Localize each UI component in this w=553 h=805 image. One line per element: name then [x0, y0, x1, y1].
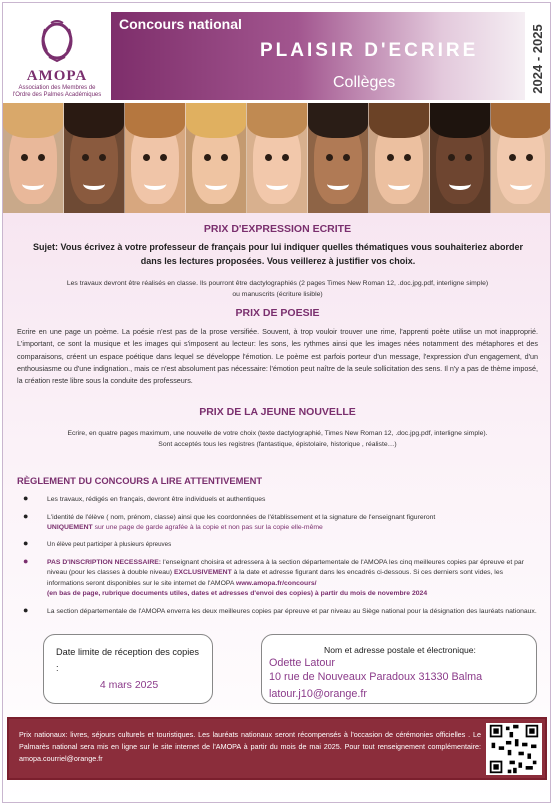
- address-street: 10 rue de Nouveaux Paradoux 31330 Balma: [269, 671, 483, 683]
- child-photo: [308, 103, 369, 213]
- child-photo: [64, 103, 125, 213]
- body-content: [3, 213, 551, 803]
- child-photo: [3, 103, 64, 213]
- bullet-icon: ●: [23, 605, 29, 615]
- child-photo: [491, 103, 551, 213]
- header: [3, 3, 551, 103]
- nouvelle-text-2: Sont acceptés tous les registres (fantastique, épistolaire, historique , réaliste…): [158, 441, 397, 448]
- footer-text: Prix nationaux: livres, séjours culturels et touristiques. Les lauréats nationaux seront récompensés à l'occasion de cérémonies officielles . Le Palmarès national sera mis en ligne sur le site internet de l'AMOPA à partir du mois de mai 2025. Pour tout renseignement complémentaire: amopa.courriel@orange.fr: [19, 730, 481, 763]
- logo-name: AMOPA: [26, 68, 88, 84]
- banner-title: PLAISIR D'ECRIRE: [260, 40, 479, 61]
- expression-subject: Sujet: Vous écrivez à votre professeur de français pour lui indiquer quelles thématiques vous souhaiteriez aborder dans les lectures proposées. Vous veillerez à justifier vos choix.: [33, 242, 523, 266]
- child-photo: [186, 103, 247, 213]
- qr-code-icon[interactable]: [486, 723, 542, 775]
- poesie-text: Ecrire en une page un poème. La poésie n'est pas de la prose versifiée. Souvent, à trop vouloir trouver une rime, l'apprenti poète utilise un mot inapproprié. L'important, ce sont la musique et les images qui s'imposent au lecteur: les sons, les rythmes ainsi que les images nées notamment des métaphores et des comparaisons, créent un espace poétique dans lequel se développe l'émotion. Le poème est parfois porteur d'un message, l'expression d'un engagement, d'un enthousiasme ou d'une indignation., mais ce n'est absolument pas nécessaire: l'émotion peut naître de la seule sollicitation des sens. Il n'y a pas de thème imposé, la création reste libre sous la conduite des professeurs.: [17, 327, 538, 386]
- year-label: [521, 15, 551, 103]
- logo-subtitle-2: l'Ordre des Palmes Académiques: [12, 92, 102, 98]
- logo-subtitle-1: Association des Membres de: [18, 85, 96, 91]
- amopa-concours-link[interactable]: www.amopa.fr/concours/: [235, 579, 317, 587]
- rule-4-heading: PAS D'INSCRIPTION NECESSAIRE:: [47, 559, 162, 566]
- address-name: Odette Latour: [269, 657, 336, 669]
- banner-subtitle: Collèges: [333, 74, 396, 91]
- expression-format-2: ou manuscrits (écriture lisible): [232, 291, 323, 298]
- rule-2: [47, 513, 541, 534]
- amopa-logo: [11, 17, 103, 103]
- bullet-icon: ●: [23, 538, 29, 548]
- flyer-page: [2, 2, 551, 803]
- children-photo-strip: [3, 103, 551, 213]
- child-photo: [247, 103, 308, 213]
- nouvelle-text-1: Ecrire, en quatre pages maximum, une nouvelle de votre choix (texte dactylographié, Times New Roman 12, .doc.jpg.pdf, interligne simple).: [67, 430, 488, 437]
- year-text: 2024 - 2025: [530, 24, 545, 94]
- banner-kicker: Concours national: [119, 16, 242, 32]
- child-photo: [369, 103, 430, 213]
- expression-format-1: Les travaux devront être réalisés en classe. Ils pourront être dactylographiés (2 pages Times New Roman 12, .doc.jpg.pdf, interligne simple): [66, 280, 489, 287]
- child-photo: [430, 103, 491, 213]
- address-label: Nom et adresse postale et électronique:: [324, 645, 476, 655]
- footer-banner: [7, 717, 547, 780]
- deadline-label: Date limite de réception des copies :: [56, 647, 199, 673]
- rule-5: La section départementale de l'AMOPA enverra les deux meilleures copies par épreuve et par niveau au Siège national pour la désignation des lauréats nationaux.: [47, 608, 537, 615]
- title-banner: [111, 12, 525, 100]
- rule-2-text-a: L'identité de l'élève ( nom, prénom, classe) ainsi que les coordonnées de l'établissement et la signature de l'enseignant figureront: [47, 514, 436, 521]
- address-email[interactable]: latour.j10@orange.fr: [269, 688, 367, 700]
- bullet-icon: ●: [23, 511, 29, 521]
- rule-4-text-d: à la date et adresse figurant dans les encadrés ci-dessous. Si ces derniers sont vides, les informations seront disponibles sur le site internet de l'AMOPA: [47, 569, 503, 587]
- rule-4: [47, 558, 541, 600]
- rules-title: RÈGLEMENT DU CONCOURS A LIRE ATTENTIVEMENT: [17, 475, 263, 486]
- rule-4-text-f: (en bas de page, rubrique documents utiles, dates et adresses d'envoi des copies) à partir du mois de novembre 2024: [47, 590, 428, 598]
- child-photo: [125, 103, 186, 213]
- bullet-icon: ●: [23, 493, 29, 503]
- rule-2-text-c: sur une page de garde agrafée à la copie et non pas sur la copie elle-même: [92, 524, 323, 532]
- bullet-icon: ●: [23, 556, 29, 566]
- rule-4-text-b: l'enseignant choisira et adressera à la section départementale de l'AMOPA les cinq meilleures copies par épreuve et par niveau (pour les classes à double niveau): [47, 559, 524, 577]
- section-title-expression: PRIX D'EXPRESSION ECRITE: [203, 223, 352, 235]
- rule-3: Un élève peut participer à plusieurs épreuves: [47, 541, 172, 548]
- section-title-poesie: PRIX DE POESIE: [235, 307, 320, 319]
- rule-2-emphasis: UNIQUEMENT: [47, 524, 93, 532]
- section-title-nouvelle: PRIX DE LA JEUNE NOUVELLE: [199, 406, 356, 418]
- deadline-date: 4 mars 2025: [99, 679, 159, 691]
- laurel-wreath-icon: [35, 17, 79, 63]
- deadline-box: [43, 634, 213, 704]
- rule-4-emphasis: EXCLUSIVEMENT: [173, 569, 232, 577]
- rule-1: Les travaux, rédigés en français, devront être individuels et authentiques: [47, 496, 266, 503]
- address-box: [261, 634, 537, 704]
